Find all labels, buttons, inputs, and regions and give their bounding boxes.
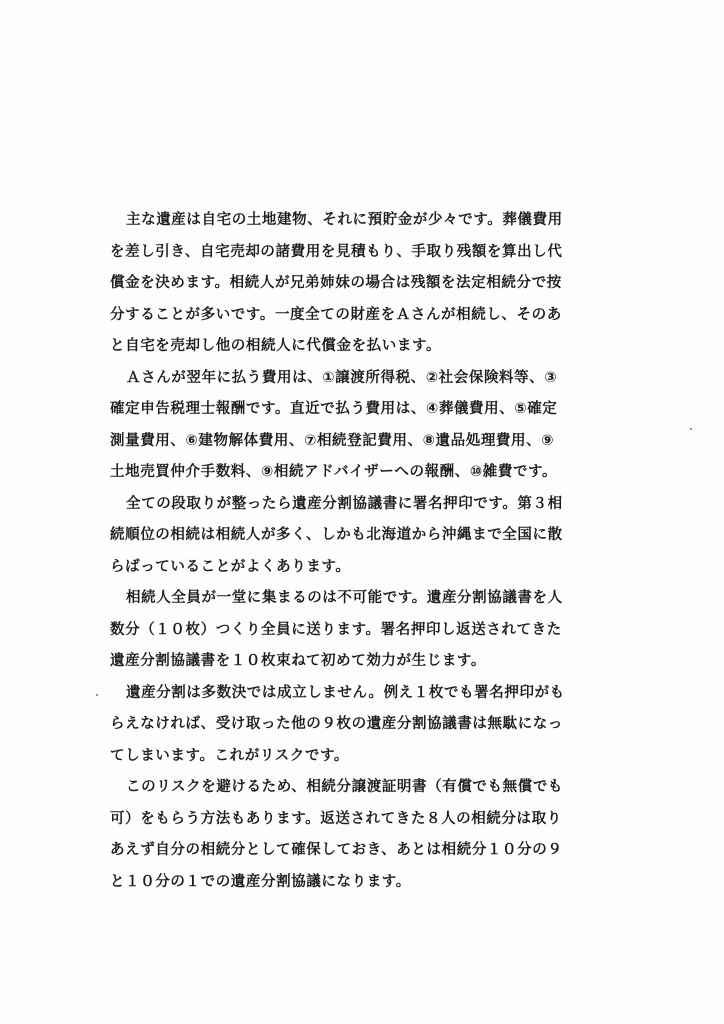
text-line: と１０分の１での遺産分割協議になります。 (110, 873, 411, 890)
paragraph-6 (110, 772, 610, 898)
paragraph-1 (110, 205, 610, 363)
body-text (110, 205, 610, 898)
text-line: 可）をもらう方法もあります。返送されてきた８人の相続分は取り (110, 810, 562, 827)
scan-speck (96, 694, 98, 696)
text-line: らばっていることがよくあります。 (110, 558, 351, 575)
text-line: 分することが多いです。一度全ての財産をＡさんが相続し、そのあ (110, 306, 562, 323)
text-line: 遺産分割協議書を１０枚束ねて初めて効力が生じます。 (110, 653, 486, 669)
text-line: 償金を決めます。相続人が兄弟姉妹の場合は残額を法定相続分で按 (110, 275, 562, 291)
text-line: 相続人全員が一堂に集まるのは不可能です。遺産分割協議書を人 (126, 590, 563, 606)
text-line: てしまいます。これがリスクです。 (110, 747, 349, 764)
text-line: 主な遺産は自宅の土地建物、それに預貯金が少々です。葬儀費用 (126, 212, 563, 228)
text-line: 確定申告税理士報酬です。直近で払う費用は、④葬儀費用、⑤確定 (110, 401, 558, 417)
paragraph-2 (110, 363, 610, 489)
text-line: 土地売買仲介手数料、⑨相続アドバイザーへの報酬、⑩雑費です。 (110, 464, 558, 480)
text-line: と自宅を売却し他の相続人に代償金を払います。 (110, 338, 442, 354)
text-line: 測量費用、⑥建物解体費用、⑦相続登記費用、⑧遺品処理費用、⑨ (110, 432, 555, 449)
text-line: 数分（１０枚）つくり全員に送ります。署名押印し返送されてきた (110, 621, 562, 638)
text-line: 続順位の相続は相続人が多く、しかも北海道から沖縄まで全国に散 (110, 527, 563, 543)
paragraph-5 (110, 678, 610, 773)
scan-speck (690, 428, 692, 430)
text-line: 遺産分割は多数決では成立しません。例え１枚でも署名押印がも (126, 684, 565, 701)
paragraph-3 (110, 489, 610, 584)
text-line: Ａさんが翌年に払う費用は、①譲渡所得税、②社会保険料等、③ (126, 369, 558, 386)
text-line: このリスクを避けるため、相続分譲渡証明書（有償でも無償でも (126, 779, 564, 795)
text-line: あえず自分の相続分として確保しておき、あとは相続分１０分の９ (110, 842, 563, 858)
text-line: らえなければ、受け取った他の９枚の遺産分割協議書は無駄になっ (110, 716, 563, 732)
text-line: 全ての段取りが整ったら遺産分割協議書に署名押印です。第３相 (126, 495, 563, 512)
paragraph-4 (110, 583, 610, 678)
text-line: を差し引き、自宅売却の諸費用を見積もり、手取り残額を算出し代 (110, 243, 563, 260)
